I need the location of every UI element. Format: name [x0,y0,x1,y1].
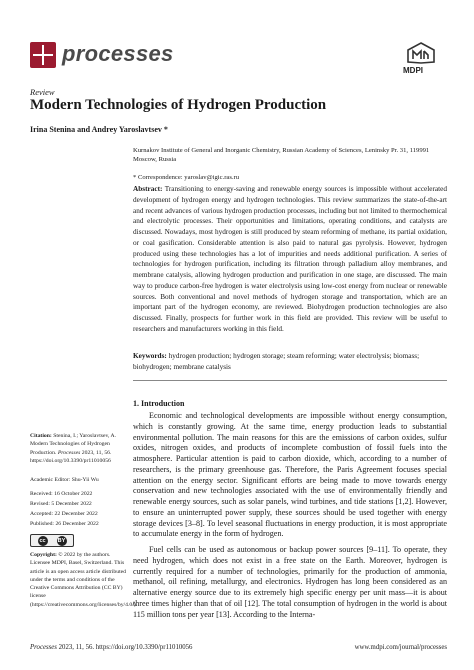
divider [133,380,447,381]
correspondence-email[interactable]: * Correspondence: yaroslav@igic.ras.ru [133,174,240,181]
keywords [133,351,447,373]
mdpi-logo-icon [406,42,436,64]
keywords-text: hydrogen production; hydrogen storage; steam reforming; water electrolysis; biomass; biohydrogen; membrane catalysis [133,352,420,371]
academic-editor: Academic Editor: Shu-Yii Wu [30,477,99,483]
citation-text: Stenina, I.; Yaroslavtsev, A. Modern Technologies of Hydrogen Production. [30,433,117,456]
citation-journal: Processes [57,449,81,456]
citation-block [30,432,130,465]
footer-doi[interactable]: 2023, 11, 56. https://doi.org/10.3390/pr11010056 [58,644,193,651]
abstract-label: Abstract: [133,185,163,193]
cc-icon: cc [39,537,46,544]
date-revised: Revised: 5 December 2022 [30,501,92,507]
intro-paragraph-1: Economic and technological developments are impossible without energy consumption, which is constantly growing. At the same time, energy production leads to substantial environmental pollution. The main reasons for this are the emissions of carbon oxides, sulfur oxides, nitrogen oxides, and products of incomplete combustion of fossil fuels into the atmosphere. Particular attention is paid to carbon dioxide, which, according to a number of researchers, is the primary greenhouse gas. Therefore, the Paris Agreement focuses special attention on the energy sector. Significant efforts are being made to move towards energy conservation and new technologies associated with the use of environmentally friendly and renewable energy sources, such as solar panels, wind turbines, and tide stations [1,2]. However, to ensure an uninterrupted power supply, these sources should be used together with energy storage devices [3–8]. To level seasonal fluctuations in energy production, it is most appropriate to accumulate energy in the form of hydrogen. [133,411,447,539]
abstract [133,184,447,335]
journal-logo-icon [30,42,56,68]
abstract-text: Transitioning to energy-saving and renewable energy sources is impossible without accelerated development of hydrogen energy and hydrogen technologies. This review summarizes the state-of-the-art and recent advances of various hydrogen production processes, including but not limited to thermochemical and electrolytic processes. Their opportunities and limitations, operating conditions, and catalysts are discussed. Nowadays, most hydrogen is still produced by steam reforming of methane, its partial oxidation, or coal gasification. Considerable attention is also paid to natural gas pyrolysis. However, hydrogen produced using these technologies has a lot of impurities and needs additional purification. A series of technologies for hydrogen purification, including its filtration through palladium alloy membranes, and membrane catalysis, allowing hydrogen production and purification in one stage, are discussed. The main way to produce carbon-free hydrogen is water electrolysis using low-cost energy from nuclear or renewable sources. Both conventional and novel methods of hydrogen storage and transportation, which are an important part of the hydrogen economy, are reviewed. Biohydrogen production technologies are also discussed. Finally, prospects for further work in this field are provided. This review will be useful to researchers and manufacturers working in this field. [133,185,447,333]
date-published: Published: 26 December 2022 [30,521,99,527]
date-accepted: Accepted: 22 December 2022 [30,511,98,517]
footer-citation [30,644,192,651]
cc-license-badge[interactable] [30,534,74,547]
copyright-block [30,551,138,609]
journal-name: processes [62,41,174,66]
citation-label: Citation: [30,433,52,439]
by-attribution-icon: BY [57,537,66,544]
affiliation: Kurnakov Institute of General and Inorganic Chemistry, Russian Academy of Sciences, Leninsky Pr. 31, 119991 Moscow, Russia [133,147,430,164]
date-received: Received: 16 October 2022 [30,491,93,497]
footer-url[interactable]: www.mdpi.com/journal/processes [354,644,447,651]
copyright-label: Copyright: [30,552,57,558]
keywords-label: Keywords: [133,352,167,360]
citation-doi[interactable]: 2023, 11, 56. https://doi.org/10.3390/pr11010056 [30,449,112,464]
copyright-text: © 2022 by the authors. Licensee MDPI, Basel, Switzerland. This article is an open access article distributed under the terms and conditions of the Creative Commons Attribution (CC BY) license (https://creativecommons.org/licenses/by/4.0/). [30,552,138,608]
publisher-name: MDPI [403,66,423,75]
section-heading: 1. Introduction [133,399,185,408]
intro-paragraph-2: Fuel cells can be used as autonomous or backup power sources [9–11]. To operate, they need hydrogen, which does not exist in a free state on the Earth. Moreover, hydrogen is currently required for a number of technologies, primarily for the production of ammonia, methanol, oil refining, metallurgy, and electronics. Hydrogen has long been considered as an alternative energy source due to its extremely high specific energy per unit mass—it is about three times higher than that of oil [12]. The total consumption of hydrogen in the world is about 115 million tons per year [13]. According to the Interna- [133,545,447,619]
author-list: Irina Stenina and Andrey Yaroslavtsev * [30,125,168,134]
article-title: Modern Technologies of Hydrogen Production [30,97,327,113]
article-type: Review [30,87,55,97]
footer-journal: Processes [30,644,57,651]
